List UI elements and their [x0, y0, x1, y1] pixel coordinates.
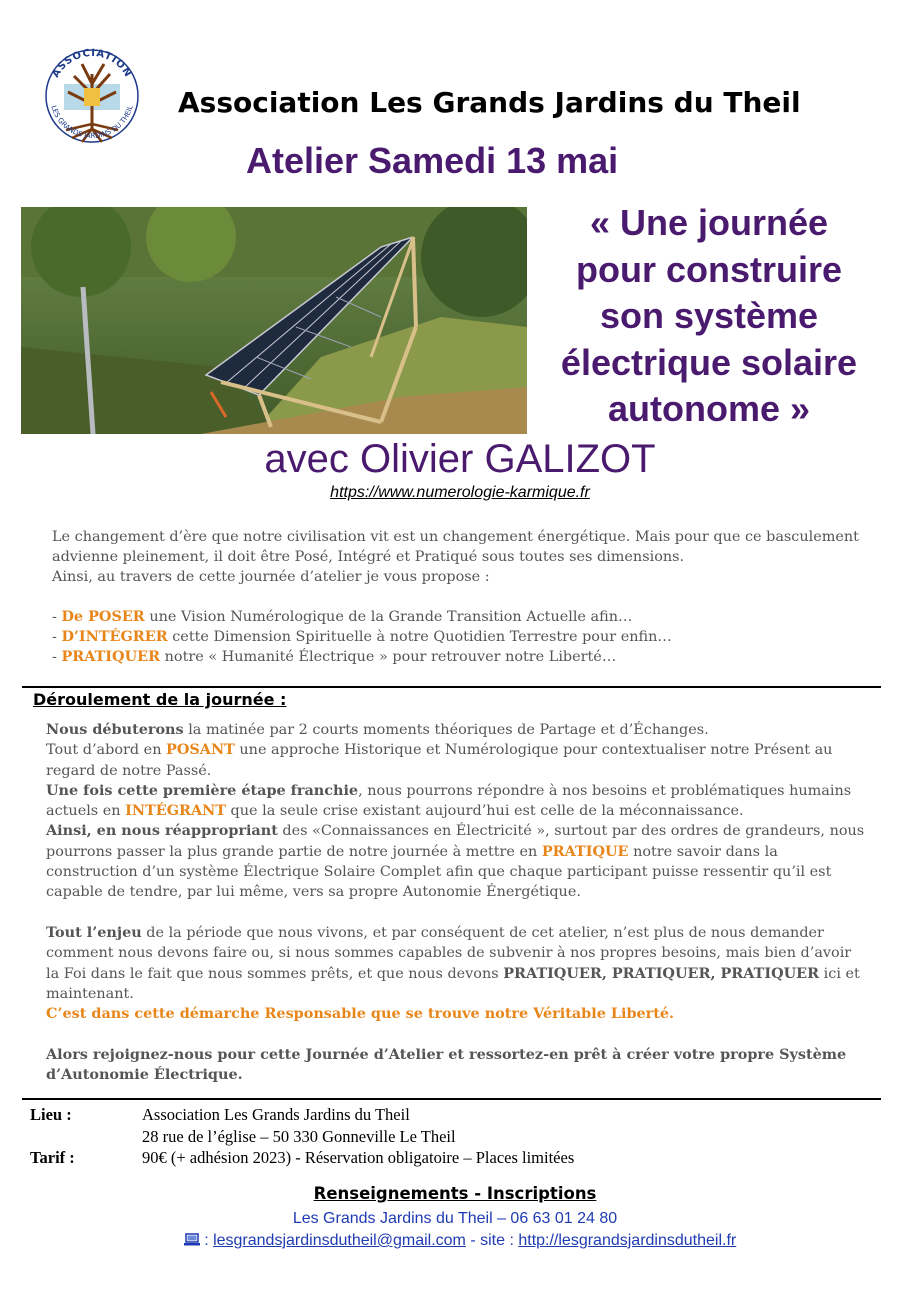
closing-line: d’Autonomie Électrique. [46, 1066, 243, 1084]
site-prefix: - site : [465, 1232, 519, 1249]
contact-links [0, 1232, 920, 1251]
tagline-line: son système [599, 295, 819, 336]
host-website-link[interactable]: https://www.numerologie-karmique.fr [330, 484, 590, 501]
email-link[interactable]: lesgrandsjardinsdutheil@gmail.com [213, 1232, 466, 1249]
list-item [52, 607, 872, 627]
programme-text [46, 720, 866, 1085]
text: actuels en [46, 803, 126, 820]
paragraph: capable de tendre, par lui même, vers sa propre Autonomie Énergétique. [46, 884, 581, 901]
paragraph [46, 964, 866, 984]
paragraph [46, 821, 866, 841]
organization-title: Association Les Grands Jardins du Theil [178, 86, 801, 119]
text: une approche Historique et Numérologique pour contextualiser notre Présent au [234, 742, 833, 759]
paragraph: construction d’un système Électrique Solaire Complet afin que chaque participant puisse ressentir qu’il est [46, 864, 832, 881]
bold-lead: Ainsi, en nous réappropriant [46, 822, 278, 840]
text: de la période que nous vivons, et par conséquent de cet atelier, n’est plus de nous demander [141, 924, 824, 941]
bullet-keyword: D’INTÉGRER [61, 628, 168, 645]
info-row-tarif [30, 1147, 870, 1169]
tagline-line: pour construire [575, 248, 843, 290]
contact-title: Renseignements - Inscriptions [313, 1184, 597, 1203]
objectives-list [52, 607, 872, 667]
divider [22, 686, 881, 688]
bullet-keyword: De POSER [61, 608, 145, 625]
tagline-line: autonome » [607, 388, 811, 429]
tarif-label: Tarif : [30, 1148, 75, 1167]
paragraph: comment nous devons faire ou, si nous sommes capables de subvenir à nos propres besoins, mais bien d’avoir [46, 945, 852, 962]
bullet-keyword: PRATIQUER [61, 648, 161, 665]
association-logo [38, 34, 146, 152]
intro-line: Le changement d’ère que notre civilisation vit est un changement énergétique. Mais pour que ce basculement [52, 529, 859, 545]
keyword: PRATIQUE [541, 842, 629, 860]
empty-label [30, 1126, 142, 1148]
text: , nous pourrons répondre à nos besoins et problématiques humains [358, 782, 852, 799]
text: pourrons passer la plus grande partie de notre journée à mettre en [46, 843, 542, 860]
closing-line: Alors rejoignez-nous pour cette Journée d’Atelier et ressortez-en prêt à créer votre propre Système [46, 1045, 847, 1063]
practical-info [30, 1104, 870, 1169]
host-name: avec Olivier GALIZOT [264, 437, 656, 481]
workshop-tagline [534, 200, 884, 433]
text: ici et [819, 965, 860, 982]
info-row-lieu [30, 1104, 870, 1126]
bullet-text: une Vision Numérologique de la Grande Transition Actuelle afin… [144, 609, 633, 625]
paragraph [46, 842, 866, 862]
paragraph [46, 740, 866, 760]
bold-lead: Tout l’enjeu [46, 923, 142, 941]
list-item [52, 647, 872, 667]
text: que la seule crise existant aujourd’hui est celle de la méconnaissance. [225, 803, 744, 820]
spacer [46, 1024, 866, 1044]
list-item [52, 627, 872, 647]
laptop-icon [184, 1233, 200, 1251]
info-row-address [30, 1126, 870, 1148]
bullet-dash: - [52, 609, 62, 625]
solar-panel-photo [21, 207, 527, 434]
paragraph [46, 720, 866, 740]
logo-text-top: ASSOCIATION [50, 47, 134, 80]
contact-phone-line: Les Grands Jardins du Theil – 06 63 01 24 80 [292, 1210, 618, 1227]
logo-text-bottom: LES GRANDS JARDINS DU THEIL [49, 104, 135, 141]
highlight-sentence: C’est dans cette démarche Responsable que se trouve notre Véritable Liberté. [46, 1005, 675, 1023]
text: notre savoir dans la [628, 843, 778, 860]
intro-text [52, 527, 872, 587]
atelier-date: Atelier Samedi 13 mai [246, 140, 619, 181]
text: la matinée par 2 courts moments théoriques de Partage et d’Échanges. [183, 722, 709, 738]
website-link[interactable]: http://lesgrandsjardinsdutheil.fr [518, 1232, 737, 1249]
bullet-dash: - [52, 629, 62, 645]
intro-line: advienne pleinement, il doit être Posé, Intégré et Pratiqué sous toutes ses dimensions. [52, 549, 685, 565]
email-prefix: : [204, 1232, 214, 1249]
keyword: PRATIQUER, PRATIQUER, PRATIQUER [503, 964, 820, 982]
tarif-value: 90€ (+ adhésion 2023) - Réservation obligatoire – Places limitées [142, 1148, 575, 1167]
spacer [46, 903, 866, 923]
lieu-label: Lieu : [30, 1105, 72, 1124]
bold-lead: Une fois cette première étape franchie [46, 781, 359, 799]
bullet-text: notre « Humanité Électrique » pour retrouver notre Liberté… [160, 649, 617, 665]
paragraph: maintenant. [46, 985, 134, 1002]
tagline-line: électrique solaire [560, 341, 858, 383]
text: la Foi dans le fait que nous sommes prêts, et que nous devons [46, 965, 504, 982]
bullet-text: cette Dimension Spirituelle à notre Quotidien Terrestre pour enfin… [167, 629, 672, 645]
paragraph: regard de notre Passé. [46, 762, 212, 779]
bold-lead: Nous débuterons [46, 721, 184, 738]
lieu-address: 28 rue de l’église – 50 330 Gonneville Le Theil [142, 1126, 456, 1146]
text: des «Connaissances en Électricité », surtout par des ordres de grandeurs, nous [277, 823, 865, 840]
programme-title: Déroulement de la journée : [33, 690, 287, 709]
paragraph [46, 781, 866, 801]
paragraph [46, 801, 866, 821]
divider [22, 1098, 881, 1100]
keyword: INTÉGRANT [125, 802, 226, 820]
bullet-dash: - [52, 649, 62, 665]
paragraph [46, 923, 866, 943]
text: Tout d’abord en [46, 742, 167, 759]
tagline-line: « Une journée [589, 202, 829, 243]
keyword: POSANT [166, 741, 235, 759]
lieu-value: Association Les Grands Jardins du Theil [142, 1105, 410, 1124]
intro-line: Ainsi, au travers de cette journée d’atelier je vous propose : [52, 569, 490, 585]
